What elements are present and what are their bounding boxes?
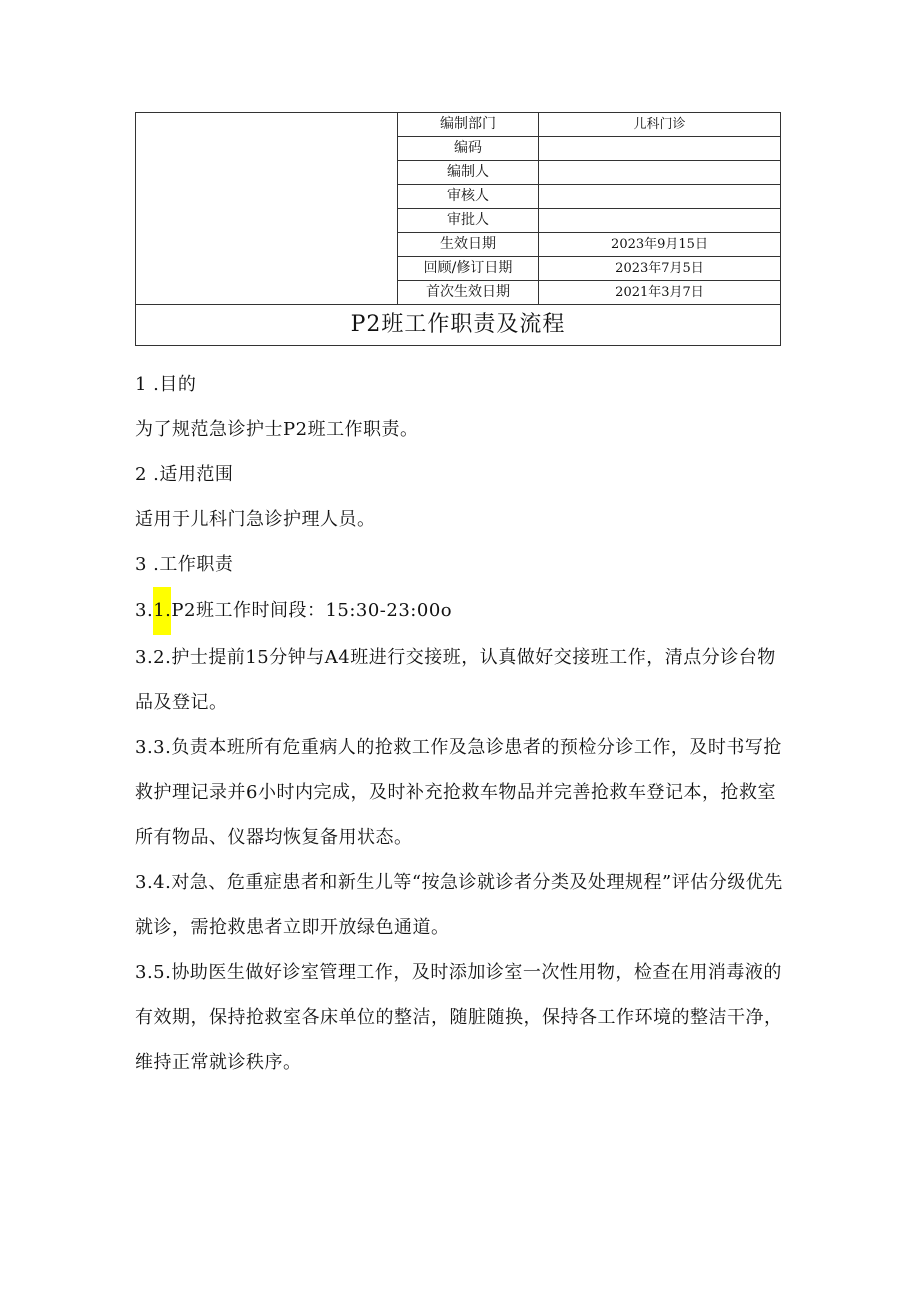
item-3-4: 3.4.对急、危重症患者和新生儿等“按急诊就诊者分类及处理规程”评估分级优先就诊，需抢救患者立即开放绿色通道。: [135, 872, 783, 938]
label-code: 编码: [398, 137, 539, 161]
value-effective-date: 2023年9月15日: [539, 233, 781, 257]
item-3-2: 3.2.护士提前15分钟与A4班进行交接班，认真做好交接班工作，清点分诊台物品及登记。: [135, 647, 776, 713]
document-control-table: [135, 112, 781, 346]
label-revision-date: 回顾/修订日期: [398, 257, 539, 281]
item-3-1: [135, 587, 785, 635]
label-approver: 审批人: [398, 209, 539, 233]
value-first-effective-date: 2021年3月7日: [539, 281, 781, 305]
document-title: P2班工作职责及流程: [136, 305, 781, 346]
section-2-heading: 2 .适用范围: [135, 464, 234, 485]
section-1-heading: 1 .目的: [135, 374, 197, 395]
label-reviewer: 审核人: [398, 185, 539, 209]
item-3-1-prefix: 3.: [135, 600, 154, 621]
value-code: [539, 137, 781, 161]
value-reviewer: [539, 185, 781, 209]
item-3-1-text: P2班工作时间段：15:30-23:00o: [171, 600, 453, 621]
section-1-text: 为了规范急诊护士P2班工作职责。: [135, 419, 419, 440]
value-approver: [539, 209, 781, 233]
document-body: [135, 362, 785, 1085]
section-2-text: 适用于儿科门急诊护理人员。: [135, 509, 376, 530]
label-effective-date: 生效日期: [398, 233, 539, 257]
value-author: [539, 161, 781, 185]
section-3-heading: 3 .工作职责: [135, 554, 234, 575]
value-revision-date: 2023年7月5日: [539, 257, 781, 281]
logo-placeholder-cell: [136, 113, 398, 305]
item-3-5: 3.5.协助医生做好诊室管理工作，及时添加诊室一次性用物，检查在用消毒液的有效期，保持抢救室各床单位的整洁，随脏随换，保持各工作环境的整洁干净，维持正常就诊秩序。: [135, 962, 783, 1073]
label-author: 编制人: [398, 161, 539, 185]
value-department: 儿科门诊: [539, 113, 781, 137]
label-department: 编制部门: [398, 113, 539, 137]
highlighted-number: 1.: [153, 587, 171, 635]
item-3-3: 3.3.负责本班所有危重病人的抢救工作及急诊患者的预检分诊工作，及时书写抢救护理记录并6小时内完成，及时补充抢救车物品并完善抢救车登记本，抢救室所有物品、仪器均恢复备用状态。: [135, 737, 782, 848]
label-first-effective-date: 首次生效日期: [398, 281, 539, 305]
